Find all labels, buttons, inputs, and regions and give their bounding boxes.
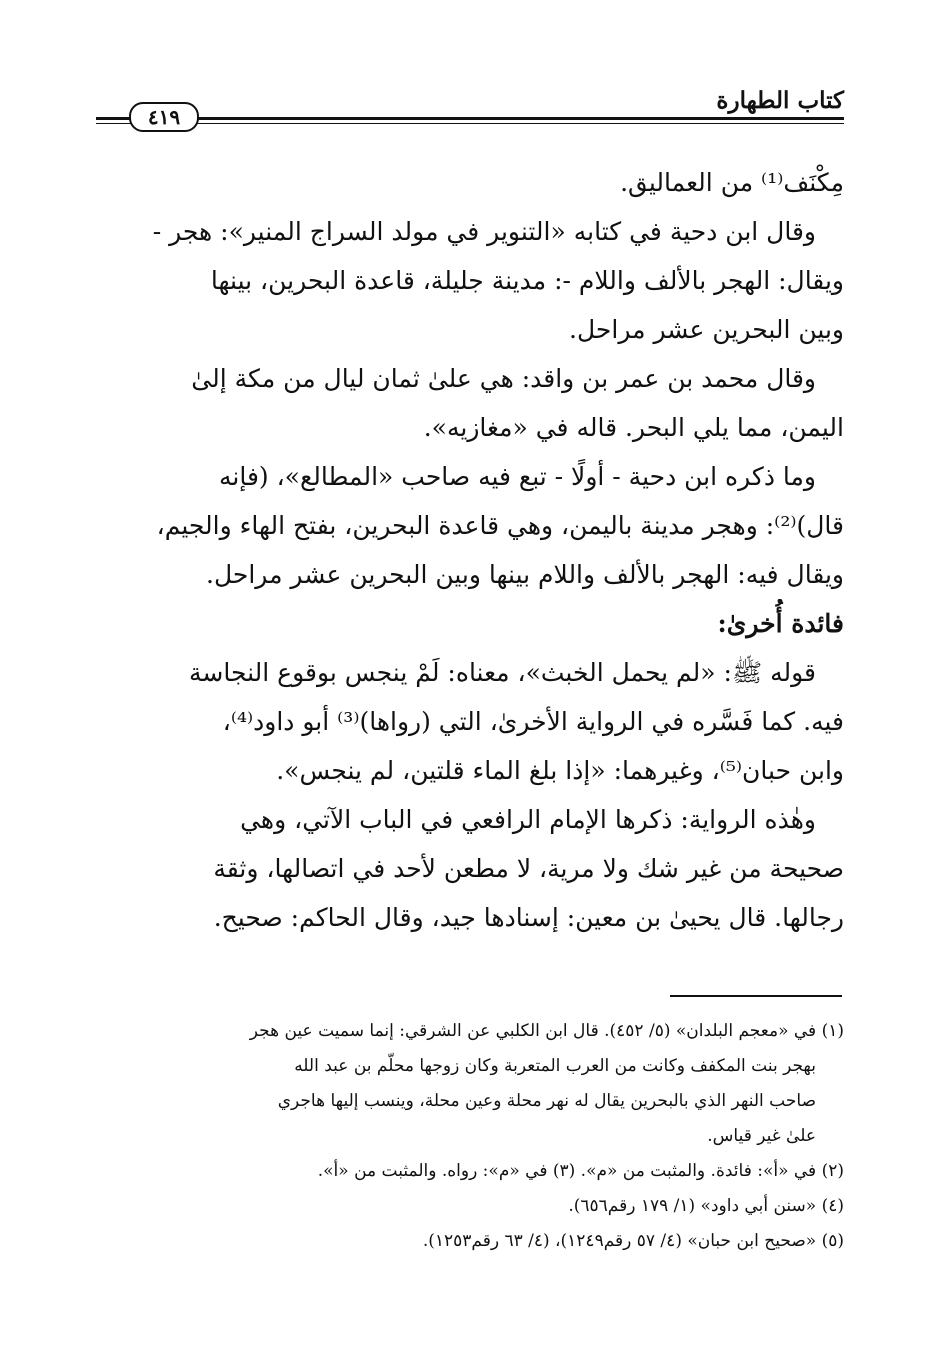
text-line: رجالها. قال يحيىٰ بن معين: إسنادها جيد، وقال الحاكم: صحيح. [213, 903, 844, 932]
footnote-line: (٤) «سنن أبي داود» (١/ ١٧٩ رقم٦٥٦). [568, 1196, 844, 1216]
footnote-line: علىٰ غير قياس. [707, 1126, 816, 1146]
page-number: ٤١٩ [129, 102, 199, 132]
footnote-line: صاحب النهر الذي بالبحرين يقال له نهر محلة وعين محلة، وينسب إليها هاجري [277, 1091, 816, 1111]
text-line: ويقال: الهجر بالألف واللام -: مدينة جليلة، قاعدة البحرين، بينها [210, 266, 844, 295]
text-line: ويقال فيه: الهجر بالألف واللام بينها وبين البحرين عشر مراحل. [206, 560, 844, 589]
text-line: قال)⁽²⁾: وهجر مدينة باليمن، وهي قاعدة البحرين، بفتح الهاء والجيم، [156, 511, 844, 540]
text-line: صحيحة من غير شك ولا مرية، لا مطعن لأحد في اتصالها، وثقة [213, 854, 844, 883]
section-heading: فائدة أُخرىٰ: [717, 609, 844, 638]
footnote-separator [670, 995, 842, 997]
text-line: وقال محمد بن عمر بن واقد: هي علىٰ ثمان ليال من مكة إلىٰ [191, 364, 816, 393]
page-header [96, 86, 844, 132]
footnotes [96, 1014, 844, 1259]
footnote-line: (١) في «معجم البلدان» (٥/ ٤٥٢). قال ابن الكلبي عن الشرقي: إنما سميت عين هجر [249, 1021, 844, 1041]
text-line: وهٰذه الرواية: ذكرها الإمام الرافعي في الباب الآتي، وهي [240, 805, 816, 834]
header-rule-thin [96, 123, 844, 124]
text-line: فيه. كما فَسَّره في الرواية الأخرىٰ، التي (رواها)⁽³⁾ أبو داود⁽⁴⁾، [222, 707, 844, 736]
header-rule-thick [96, 117, 844, 120]
main-text [96, 158, 844, 942]
footnote-line: (٢) في «أ»: فائدة. والمثبت من «م». (٣) في «م»: رواه. والمثبت من «أ». [317, 1161, 844, 1181]
chapter-title: كتاب الطهارة [716, 87, 844, 114]
text-line: وما ذكره ابن دحية - أولًا - تبع فيه صاحب «المطالع»، (فإنه [218, 462, 816, 491]
text-line: وقال ابن دحية في كتابه «التنوير في مولد السراج المنير»: هجر - [152, 217, 816, 246]
text-line: قوله ﷺ: «لم يحمل الخبث»، معناه: لَمْ ينجس بوقوع النجاسة [189, 658, 816, 687]
text-line: مِكْنَف⁽¹⁾ من العماليق. [620, 168, 844, 197]
text-line: اليمن، مما يلي البحر. قاله في «مغازيه». [423, 413, 844, 442]
footnote-line: بهجر بنت المكفف وكانت من العرب المتعربة وكان زوجها محلّم بن عبد الله [294, 1056, 816, 1076]
text-line: وبين البحرين عشر مراحل. [569, 315, 844, 344]
text-line: وابن حبان⁽⁵⁾، وغيرهما: «إذا بلغ الماء قلتين، لم ينجس». [276, 756, 844, 785]
footnote-line: (٥) «صحيح ابن حبان» (٤/ ٥٧ رقم١٢٤٩)، (٤/ ٦٣ رقم١٢٥٣). [422, 1231, 844, 1251]
